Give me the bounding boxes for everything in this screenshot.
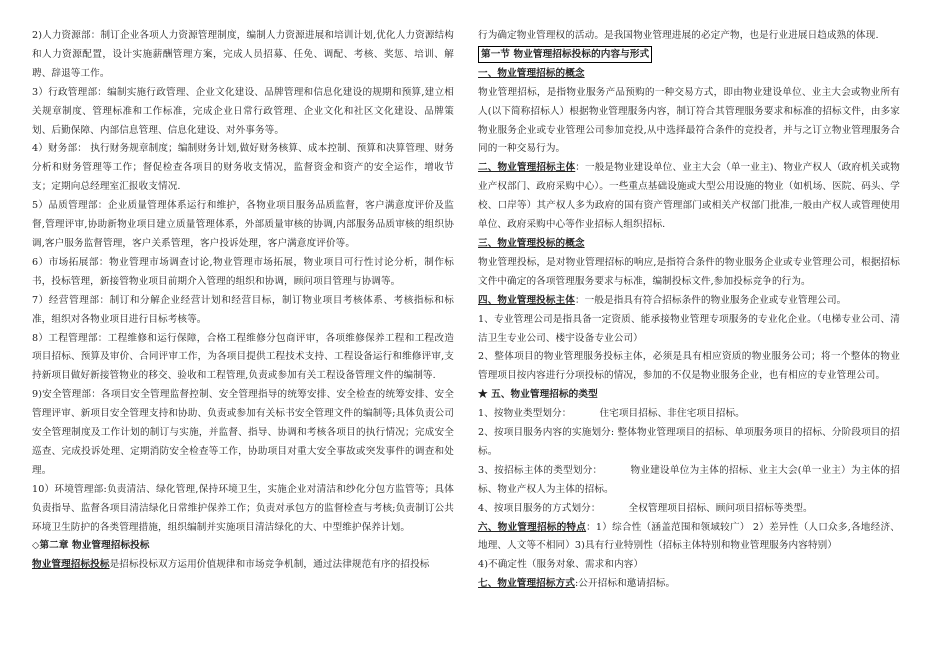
type-4-label: 4、按项目服务的方式划分： — [478, 502, 601, 514]
dept-operations: 7）经营管理部：制订和分解企业经营计划和经营目标，制订物业项目考核体系、考核指标和标准，组织对各物业项目进行目标考核等。 — [32, 294, 454, 325]
para-2 — [478, 159, 900, 235]
dept-environment: 10）环境管理部:负责清洁、绿化管理,保持环境卫生，实施企业对清洁和纱化分包方监管等；具体负责指导、监督各项目清洁绿化日常维护保养工作；负责对承包方的监督检查与考核;负责制订公共环境卫生防护的各类管理措施，组织编制并实施项目清洁绿化的大、中型维护保养计划。 — [32, 483, 454, 533]
para-4 — [478, 292, 900, 311]
left-column — [32, 27, 454, 575]
type-2: 2、按项目服务内容的实施划分: 整体物业管理项目的招标、单项服务项目的招标、分阶段项目的招标。 — [478, 427, 900, 457]
dept-admin: 3）行政管理部：编制实施行政管理、企业文化建设、品牌管理和信息化建设的规期和预算,建立相关规章制度、管理标准和工作标准，完成企业日常行政管理、企业文化和社区文化建设、品牌策划、后勤保障、内部信息管理、信息化建设、对外事务等。 — [32, 86, 454, 136]
dept-quality: 5）品质管理部：企业质量管理体系运行和维护，各物业项目服务品质监督，客户满意度评价及监督,管理评审,协助新物业项目建立质量管理体系，外部质量审核的协调,内部服务品质审核的组织协调,客户服务监督管理，客户关系管理，客户投诉处理，客户满意度评价等。 — [32, 200, 454, 249]
para-7-text: ：1）综合性（涵盖范围和领域较广） 2）差异性（人口众多,各地经济、地理、人文等不相同）3)具有行业特别性（招标主体特别和物业管理服务内容特别） — [478, 521, 900, 552]
type-3-text: 物业建设单位为主体的招标、业主大会(单一业主）为主体的招标、物业产权人为主体的招标。 — [478, 464, 901, 495]
heading-4: 四、物业管理投标主体 — [478, 294, 575, 306]
heading-1: 一、物业管理招标的概念 — [478, 67, 585, 79]
right-column — [478, 27, 900, 594]
chapter-heading: ◇第二章 物业管理招标投标 — [32, 540, 150, 552]
heading-7: 七、物业管理招标方式 — [478, 578, 575, 590]
dept-engineering: 8）工程管理部：工程维修和运行保障，合格工程维修分包商评审，各项维修保养工程和工程改造项目招标、预算及审价、合同评审工作，为各项目提供工程技术支持、工程设备运行和维修评审,支持新项目做好新接管物业的移交、验收和工程管理,负责或参加有关工程设备管理文件的编制等. — [32, 332, 454, 382]
tender-definition — [32, 556, 454, 575]
type-1-text: 住宅项目招标、非住宅项目招标。 — [599, 408, 745, 420]
para-6: 2、整体项目的物业管理服务投标主体，必须是具有相应资质的物业服务公司；将一个整体的物业管理项目按内容进行分项投标的情况，参加的不仅是物业服务企业，也有相应的专业管理公司。 — [478, 351, 900, 382]
type-4 — [478, 500, 900, 519]
heading-2: 二、物业管理招标主体 — [478, 162, 576, 174]
heading-3: 三、物业管理投标的概念 — [478, 237, 585, 249]
intro-continuation: 行为确定物业管理权的活动。是我国物业管理进展的必定产物，也是行业进展日趋成熟的体现. — [478, 30, 879, 41]
dept-hr: 2)人力资源部：制订企业各项人力资源管理制度，编制人力资源进展和培训计划,优化人力资源结构和人力资源配置，设计实施薪酬管理方案，完成人员招募、任免、调配、考核、奖惩、培训、解聘、辞退等工作。 — [32, 30, 454, 79]
type-1-label: 1、按物业类型划分： — [478, 408, 572, 420]
tender-definition-text: 是招标投标双方运用价值规律和市场竞争机制，通过法律规范有序的招投标 — [109, 559, 430, 571]
para-5: 1、专业管理公司是指具备一定资质、能承接物业管理专项服务的专业化企业。（电梯专业公司、清洁卫生专业公司、楼宇设备专业公司） — [478, 313, 900, 344]
heading-6: 六、物业管理招标的特点 — [478, 521, 587, 533]
heading-5: ★ 五、物业管理招标的类型 — [478, 389, 598, 401]
para-7 — [478, 519, 900, 557]
type-4-text: 全权管理项目招标、顾问项目招标等类型。 — [628, 502, 813, 514]
para-9 — [478, 575, 900, 594]
dept-security: 9)安全管理部：各项目安全管理监督控制、安全管理指导的统筹安排、安全检查的统筹安排、安全管理评审、新项目安全管理支持和协助、负责或参加有关标书安全管理文件的编制等;具体负责公司安全管理制度及工作计划的制订与实施，并监督、指导、协调和考核各项目的执行情况；完成安全巡查、完成投诉处理、定期消防安全检查等工作，协助项目对重大安全事故或突发事件的调查和处理。 — [32, 389, 454, 476]
para-3: 物业管理投标，是对物业管理招标的响应,是指符合条件的物业服务企业或专业管理公司，根据招标文件中确定的各项管理服务要求与标准，编制投标文件,参加投标竞争的行为。 — [478, 256, 900, 287]
type-3 — [478, 462, 900, 500]
section-title: 第一节 物业管理招标投标的内容与形式 — [478, 46, 652, 63]
para-4-text: ：一般是指具有符合招标条件的物业服务企业或专业管理公司。 — [574, 294, 847, 306]
type-1 — [478, 405, 900, 424]
tender-term: 物业管理招标投标 — [32, 559, 110, 571]
section-title-row — [478, 46, 900, 65]
para-1: 物业管理招标，是指物业服务产品预购的一种交易方式，即由物业建设单位、业主大会或物业所有人(以下简称招标人）根据物业管理服务内容，制订符合其管理服务要求和标准的招标文件，由多家物业服务企业或专业管理公司参加竞投,从中选择最符合条件的竞投者，并与之订立物业管理服务合同的一种交易行为。 — [478, 86, 900, 155]
para-8: 4)不确定性（服务对象、需求和内容） — [478, 559, 644, 571]
dept-finance: 4）财务部： 执行财务规章制度；编制财务计划,做好财务核算、成本控制、预算和决算管理、财务分析和财务管理等工作；督促检查各项目的财务收支情况，监督资金和资产的安全运作，增收节支；定期向总经理室汇报收支情况. — [32, 143, 454, 193]
para-9-text: :公开招标和邀请招标。 — [574, 578, 676, 590]
dept-market: 6）市场拓展部：物业管理市场调查讨论,物业管理市场拓展，物业项目可行性讨论分析，制作标书，投标管理，新接管物业项目前期介入管理的组织和协调，顾问项目管理与协调等。 — [32, 256, 454, 287]
para-2-text: ：一般是物业建设单位、业主大会（单一业主)、物业产权人（政府机关或物业产权部门、政府采购中心）。一些重点基础设施或大型公用设施的物业（如机场、医院、码头、学校、口岸等）其产权人多为政府的国有资产管理部门或相关产权部门批准,一般由产权人或管理使用单位、政府采购中心等作业招标人组织招标. — [478, 162, 900, 231]
type-3-label: 3、按招标主体的类型划分： — [478, 464, 603, 476]
